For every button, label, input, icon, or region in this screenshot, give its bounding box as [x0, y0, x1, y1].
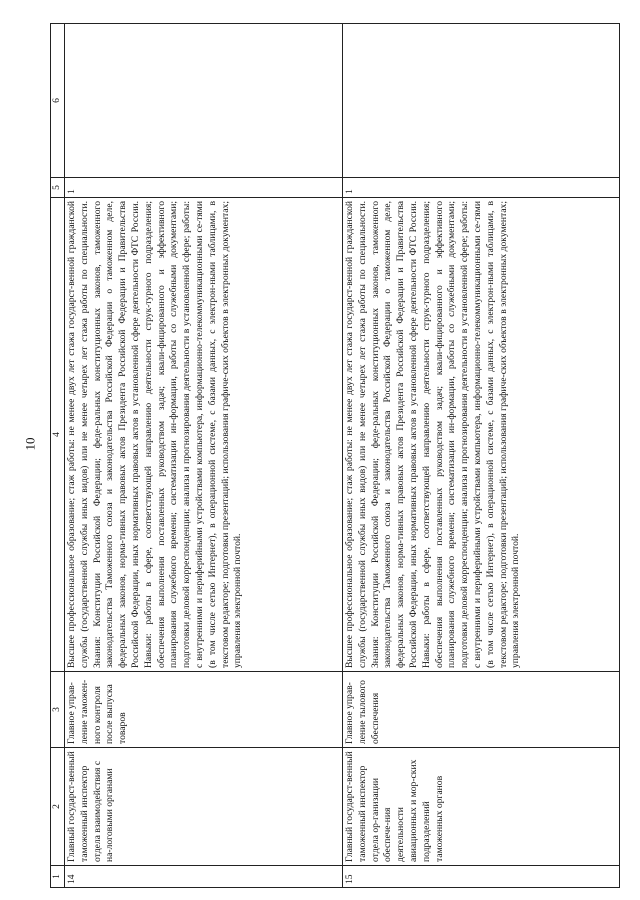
- column-6-value: [343, 24, 620, 178]
- department-name: Главное управ-ление тылового обеспечения: [343, 672, 620, 748]
- qualification-requirements: Высшее профессиональное образование; стаж работы: не менее двух лет стажа государст-венной гражданской службы (государственной службы иных видов) или не менее четырех лет стажа работы по специальности. Знания: Конституции Российской Федерации; феде-ральных конституционных законов, таможенного законодательства Таможенного союза и законодательства Российской Федерации о таможенном деле, федеральных законов, норма-тивных правовых актов Президента Российской Федерации и Правительства Российской Федерации, иных нормативных правовых актов в установленной сфере деятельности ФТС России. Навыки: работы в сфере, соответствующей направлению деятельности струк-турного подразделения; обеспечения выполнения поставленных руководством задач; квали-фицированного и эффективного планирования служебного времени; систематизации ин-формации, работы со служебными документами; подготовки деловой корреспонденции; анализа и прогнозирования деятельности в установленной сфере; работы: с внутренними и периферийными устройствами компьютера, информационно-телекоммуникационными се-тями (в том числе сетью Интернет), в операционной системе, с базами данных, с электрон-ными таблицами, в текстовом редакторе; подготовки презентаций; использования графиче-ских объектов в электронных документах; управления электронной почтой.: [65, 198, 343, 672]
- table-header-row: [51, 24, 65, 888]
- column-6-value: [65, 24, 343, 178]
- rotated-page: [50, 24, 620, 888]
- table-row: [65, 24, 343, 888]
- qualification-requirements: Высшее профессиональное образование; стаж работы: не менее двух лет стажа государст-венной гражданской службы (государственной службы иных видов) или не менее четырех лет стажа работы по специальности. Знания: Конституции Российской Федерации; феде-ральных конституционных законов, таможенного законодательства Таможенного союза и законодательства Российской Федерации о таможенном деле, федеральных законов, норма-тивных правовых актов Президента Российской Федерации и Правительства Российской Федерации, иных нормативных правовых актов в установленной сфере деятельности ФТС России. Навыки: работы в сфере, соответствующей направлению деятельности струк-турного подразделения; обеспечения выполнения поставленных руководством задач; квали-фицированного и эффективного планирования служебного времени; систематизации ин-формации, работы со служебными документами; подготовки деловой корреспонденции; анализа и прогнозирования деятельности в установленной сфере; работы: с внутренними и периферийными устройствами компьютера, информационно-телекоммуникационными се-тями (в том числе сетью Интернет), в операционной системе, с базами данных, с электрон-ными таблицами, в текстовом редакторе; подготовки презентаций; использования графиче-ских объектов в электронных документах; управления электронной почтой.: [343, 198, 620, 672]
- page-number: 10: [22, 437, 38, 451]
- column-5-value: 1: [343, 178, 620, 198]
- position-title: Главный государст-венный таможенный инспектор отдела ор-ганизации обеспече-ния деятельности авиационных и мор-ских подразделений таможенных органов: [343, 748, 620, 866]
- column-5-value: 1: [65, 178, 343, 198]
- column-header: 6: [51, 24, 65, 178]
- column-header: 4: [51, 198, 65, 672]
- row-number: 14: [65, 866, 343, 888]
- row-number: 15: [343, 866, 620, 888]
- department-name: Главное управ-ление таможен-ного контроля после выпуска товаров: [65, 672, 343, 748]
- column-header: 3: [51, 672, 65, 748]
- positions-table: [50, 23, 620, 888]
- column-header: 1: [51, 866, 65, 888]
- table-row: [343, 24, 620, 888]
- column-header: 5: [51, 178, 65, 198]
- position-title: Главный государст-венный таможенный инспектор отдела взаимодействия с на-логовыми органами: [65, 748, 343, 866]
- column-header: 2: [51, 748, 65, 866]
